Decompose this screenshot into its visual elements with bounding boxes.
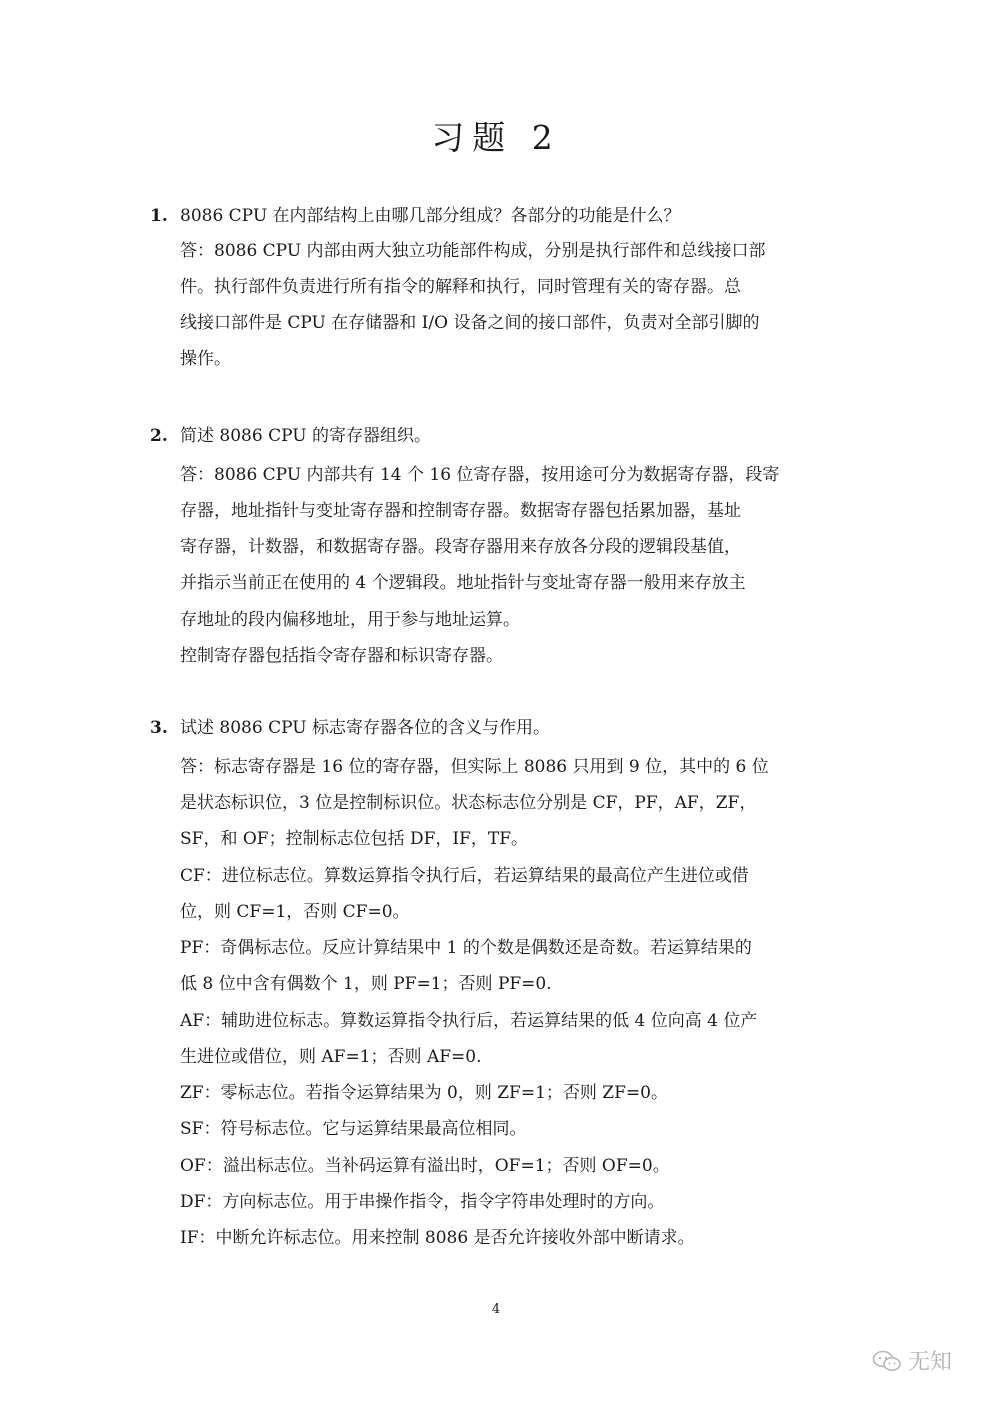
answer-line: AF：辅助进位标志。算数运算指令执行后，若运算结果的低 4 位向高 4 位产 bbox=[180, 1011, 758, 1031]
answer-line: 生进位或借位，则 AF=1；否则 AF=0. bbox=[180, 1047, 482, 1067]
answer-line: 并指示当前正在使用的 4 个逻辑段。地址指针与变址寄存器一般用来存放主 bbox=[180, 573, 746, 593]
answer-line: 是状态标识位，3 位是控制标识位。状态标志位分别是 CF，PF，AF，ZF， bbox=[180, 793, 757, 813]
answer-line: OF：溢出标志位。当补码运算有溢出时，OF=1；否则 OF=0。 bbox=[180, 1156, 670, 1176]
answer-line: 答：8086 CPU 内部由两大独立功能部件构成，分别是执行部件和总线接口部 bbox=[180, 241, 766, 261]
question-text: 试述 8086 CPU 标志寄存器各位的含义与作用。 bbox=[180, 718, 550, 738]
page-title: 习题 2 bbox=[431, 118, 561, 157]
question-number: 2. bbox=[150, 426, 168, 446]
answer-line: IF：中断允许标志位。用来控制 8086 是否允许接收外部中断请求。 bbox=[180, 1228, 695, 1248]
answer-line: 存地址的段内偏移地址，用于参与地址运算。 bbox=[180, 610, 520, 630]
answer-line: 件。执行部件负责进行所有指令的解释和执行，同时管理有关的寄存器。总 bbox=[180, 277, 741, 297]
answer-line: CF：进位标志位。算数运算指令执行后，若运算结果的最高位产生进位或借 bbox=[180, 866, 749, 886]
answer-line: SF：符号标志位。它与运算结果最高位相同。 bbox=[180, 1119, 527, 1139]
answer-line: 线接口部件是 CPU 在存储器和 I/O 设备之间的接口部件，负责对全部引脚的 bbox=[180, 313, 760, 333]
watermark-text: 无知 bbox=[908, 1350, 953, 1375]
answer-line: DF：方向标志位。用于串操作指令，指令字符串处理时的方向。 bbox=[180, 1192, 665, 1212]
answer-line: 低 8 位中含有偶数个 1，则 PF=1；否则 PF=0. bbox=[180, 974, 552, 994]
answer-line: 控制寄存器包括指令寄存器和标识寄存器。 bbox=[180, 646, 503, 666]
question-number: 1. bbox=[150, 206, 168, 226]
answer-line: 操作。 bbox=[180, 349, 231, 369]
watermark bbox=[872, 1345, 952, 1376]
answer-line: 寄存器，计数器，和数据寄存器。段寄存器用来存放各分段的逻辑段基值， bbox=[180, 537, 741, 557]
question-number: 3. bbox=[150, 718, 168, 738]
answer-line: ZF：零标志位。若指令运算结果为 0，则 ZF=1；否则 ZF=0。 bbox=[180, 1083, 668, 1103]
answer-line: 答：标志寄存器是 16 位的寄存器，但实际上 8086 只用到 9 位，其中的 6 位 bbox=[180, 757, 769, 777]
wechat-icon bbox=[872, 1349, 902, 1373]
answer-line: 存器，地址指针与变址寄存器和控制寄存器。数据寄存器包括累加器，基址 bbox=[180, 501, 741, 521]
page-number: 4 bbox=[491, 1302, 501, 1317]
question-text: 简述 8086 CPU 的寄存器组织。 bbox=[180, 426, 431, 446]
answer-line: SF，和 OF；控制标志位包括 DF，IF，TF。 bbox=[180, 829, 529, 849]
question-text: 8086 CPU 在内部结构上由哪几部分组成？各部分的功能是什么？ bbox=[180, 206, 681, 226]
answer-line: PF：奇偶标志位。反应计算结果中 1 的个数是偶数还是奇数。若运算结果的 bbox=[180, 938, 752, 958]
answer-line: 答：8086 CPU 内部共有 14 个 16 位寄存器，按用途可分为数据寄存器，段寄 bbox=[180, 465, 780, 485]
answer-line: 位，则 CF=1，否则 CF=0。 bbox=[180, 902, 410, 922]
